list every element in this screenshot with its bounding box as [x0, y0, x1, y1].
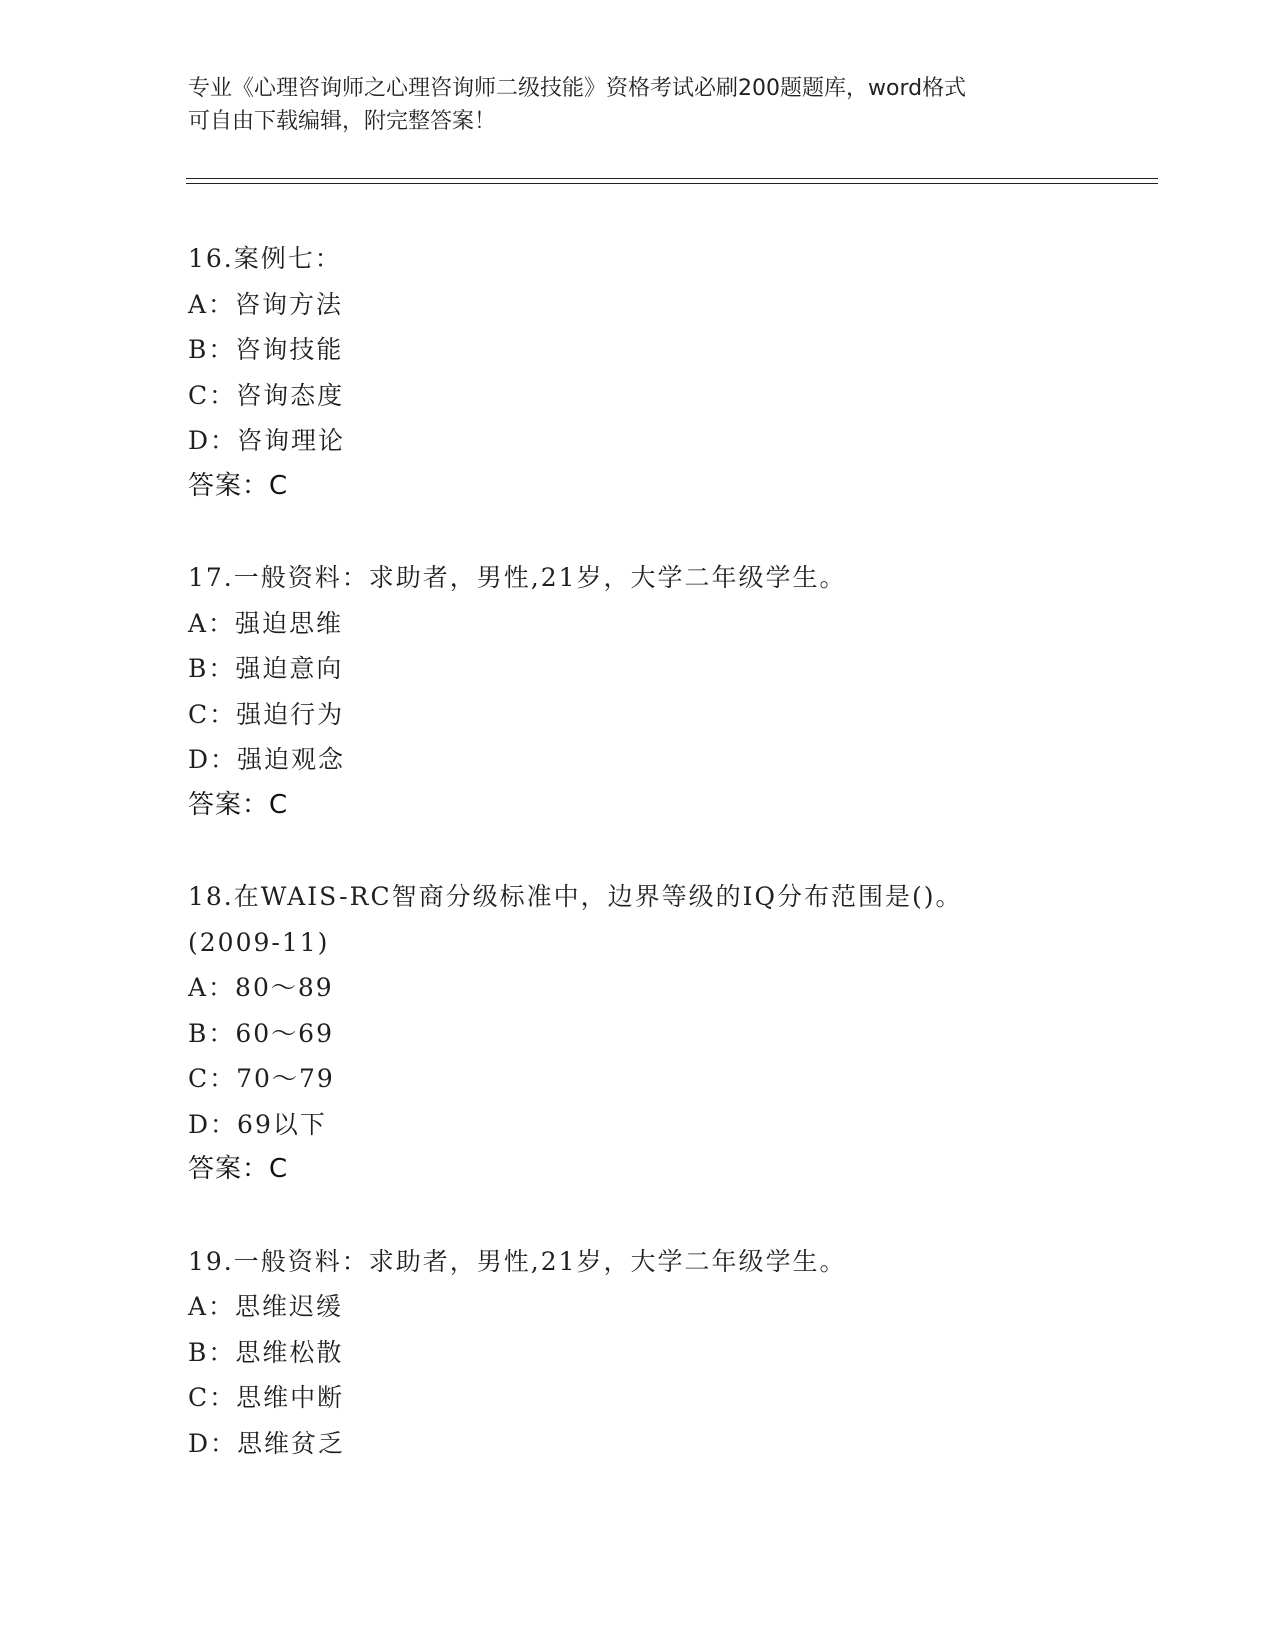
header-line-2: 可自由下载编辑，附完整答案！ — [188, 109, 497, 134]
question-stem: 19.一般资料：求助者，男性,21岁，大学二年级学生。 — [188, 1246, 847, 1276]
header-rule-top — [186, 178, 1158, 179]
option-c: C：咨询态度 — [188, 380, 345, 410]
question-18 — [188, 874, 1188, 1193]
question-17 — [188, 555, 1188, 828]
option-c: C：强迫行为 — [188, 699, 345, 729]
option-d: D：思维贫乏 — [188, 1428, 346, 1458]
header-rule-bottom — [186, 183, 1158, 184]
question-stem: 18.在WAIS-RC智商分级标准中，边界等级的IQ分布范围是()。 — [188, 882, 963, 911]
answer-line: 答案：C — [188, 470, 289, 501]
option-d: D：69以下 — [188, 1109, 327, 1139]
answer-line: 答案：C — [188, 789, 289, 820]
option-c: C：70～79 — [188, 1064, 335, 1093]
document-header — [188, 72, 1088, 138]
option-b: B：强迫意向 — [188, 654, 344, 683]
option-a: A：思维迟缓 — [188, 1292, 344, 1321]
option-b: B：60～69 — [188, 1018, 334, 1048]
question-stem: 17.一般资料：求助者，男性,21岁，大学二年级学生。 — [188, 563, 847, 592]
option-b: B：思维松散 — [188, 1337, 344, 1367]
question-16 — [188, 236, 1188, 509]
option-a: A：强迫思维 — [188, 608, 344, 638]
question-19 — [188, 1239, 1188, 1467]
option-c: C：思维中断 — [188, 1383, 345, 1412]
option-b: B：咨询技能 — [188, 335, 344, 364]
option-a: A：80～89 — [188, 973, 334, 1002]
question-stem: 16.案例七： — [188, 244, 342, 273]
answer-line: 答案：C — [188, 1154, 289, 1184]
option-d: D：强迫观念 — [188, 745, 346, 774]
option-d: D：咨询理论 — [188, 426, 346, 455]
question-list — [188, 236, 1188, 1512]
header-line-1: 专业《心理咨询师之心理咨询师二级技能》资格考试必刷200题题库，word格式 — [188, 76, 967, 101]
question-stem-continued: (2009-11) — [188, 927, 330, 957]
option-a: A：咨询方法 — [188, 289, 344, 319]
